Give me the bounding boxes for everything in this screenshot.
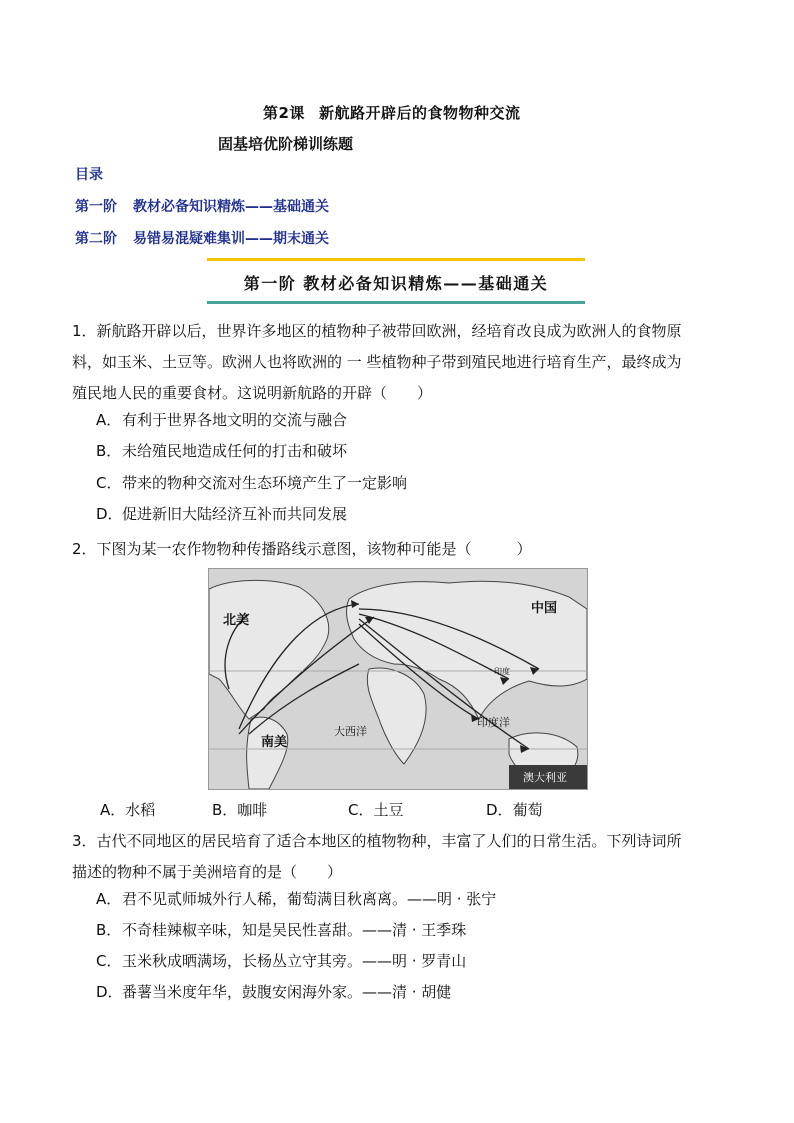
question-1-line-1: 1．新航路开辟以后，世界许多地区的植物种子被带回欧洲，经培育改良成为欧洲人的食物原 <box>72 322 682 340</box>
map-label-australia: 澳大利亚 <box>523 771 567 784</box>
option-label: B． <box>96 442 122 460</box>
section-title: 第一阶 教材必备知识精炼——基础通关 <box>243 274 549 293</box>
option-label: C． <box>96 952 122 970</box>
map-label-indian-ocean: 印度洋 <box>477 716 510 729</box>
q2-option-b[interactable] <box>212 799 348 820</box>
q2-option-a[interactable] <box>100 799 212 820</box>
map-label-india: 印度 <box>494 667 510 676</box>
option-text: 不奇桂辣椒辛味，知是吴民性喜甜。——清 · 王季珠 <box>122 921 467 939</box>
option-text: 水稻 <box>125 801 156 819</box>
option-label: B． <box>212 801 238 819</box>
option-label: A． <box>96 411 122 429</box>
section-bottom-rule <box>207 301 585 304</box>
q3-option-c[interactable] <box>96 950 466 971</box>
toc-item-stage-1[interactable] <box>75 196 329 216</box>
question-1-line-2: 料，如玉米、土豆等。欧洲人也将欧洲的 一 些植物种子带到殖民地进行培育生产，最终成为 <box>72 353 682 371</box>
toc-stage-label: 第二阶 <box>75 231 117 247</box>
section-header <box>207 258 585 304</box>
option-text: 玉米秋成晒满场，长杨丛立守其旁。——明 · 罗青山 <box>122 952 467 970</box>
map-label-china: 中国 <box>531 601 558 616</box>
map-label-north-america: 北美 <box>223 613 250 628</box>
q2-option-c[interactable] <box>348 799 486 820</box>
page-title <box>263 102 520 123</box>
question-1-line-3: 殖民地人民的重要食材。这说明新航路的开辟（ ） <box>72 384 433 402</box>
map-label-atlantic: 大西洋 <box>334 725 367 738</box>
toc-item-stage-2[interactable] <box>75 228 329 248</box>
option-label: A． <box>100 801 126 819</box>
crop-spread-map <box>208 568 588 790</box>
option-label: D． <box>96 983 123 1001</box>
option-label: D． <box>96 505 123 523</box>
section-top-rule <box>207 258 585 261</box>
q3-option-b[interactable] <box>96 919 466 940</box>
option-label: B． <box>96 921 122 939</box>
toc-stage-text: 易错易混疑难集训——期末通关 <box>133 231 329 247</box>
option-label: C． <box>348 801 374 819</box>
option-text: 带来的物种交流对生态环境产生了一定影响 <box>122 474 408 492</box>
option-text: 土豆 <box>373 801 404 819</box>
q1-option-c[interactable] <box>96 472 407 493</box>
lesson-number: 第2课 <box>263 104 305 122</box>
q1-option-a[interactable] <box>96 409 347 430</box>
option-text: 促进新旧大陆经济互补而共同发展 <box>122 505 348 523</box>
toc-heading: 目录 <box>75 167 103 183</box>
q1-option-d[interactable] <box>96 503 347 524</box>
option-label: C． <box>96 474 122 492</box>
question-3-line-1: 3．古代不同地区的居民培育了适合本地区的植物物种，丰富了人们的日常生活。下列诗词所 <box>72 832 682 850</box>
option-text: 葡萄 <box>512 801 543 819</box>
option-text: 番薯当米度年华，鼓腹安闲海外家。——清 · 胡健 <box>122 983 452 1001</box>
q2-options-row <box>100 799 543 820</box>
q1-option-b[interactable] <box>96 440 347 461</box>
map-label-south-america: 南美 <box>261 735 288 750</box>
option-text: 君不见贰师城外行人稀，葡萄满目秋离离。——明 · 张宁 <box>122 890 497 908</box>
toc-stage-label: 第一阶 <box>75 199 117 215</box>
option-text: 咖啡 <box>237 801 268 819</box>
lesson-title: 新航路开辟后的食物物种交流 <box>318 104 521 122</box>
q3-option-d[interactable] <box>96 981 451 1002</box>
question-3-line-2: 描述的物种不属于美洲培育的是（ ） <box>72 863 343 881</box>
q3-option-a[interactable] <box>96 888 496 909</box>
option-text: 未给殖民地造成任何的打击和破坏 <box>122 442 348 460</box>
page-subtitle: 固基培优阶梯训练题 <box>218 135 354 153</box>
toc-stage-text: 教材必备知识精炼——基础通关 <box>133 199 329 215</box>
option-text: 有利于世界各地文明的交流与融合 <box>122 411 348 429</box>
option-label: D． <box>486 801 513 819</box>
option-label: A． <box>96 890 122 908</box>
question-2-stem: 2．下图为某一农作物物种传播路线示意图，该物种可能是（ ） <box>72 540 532 558</box>
q2-option-d[interactable] <box>486 799 543 820</box>
